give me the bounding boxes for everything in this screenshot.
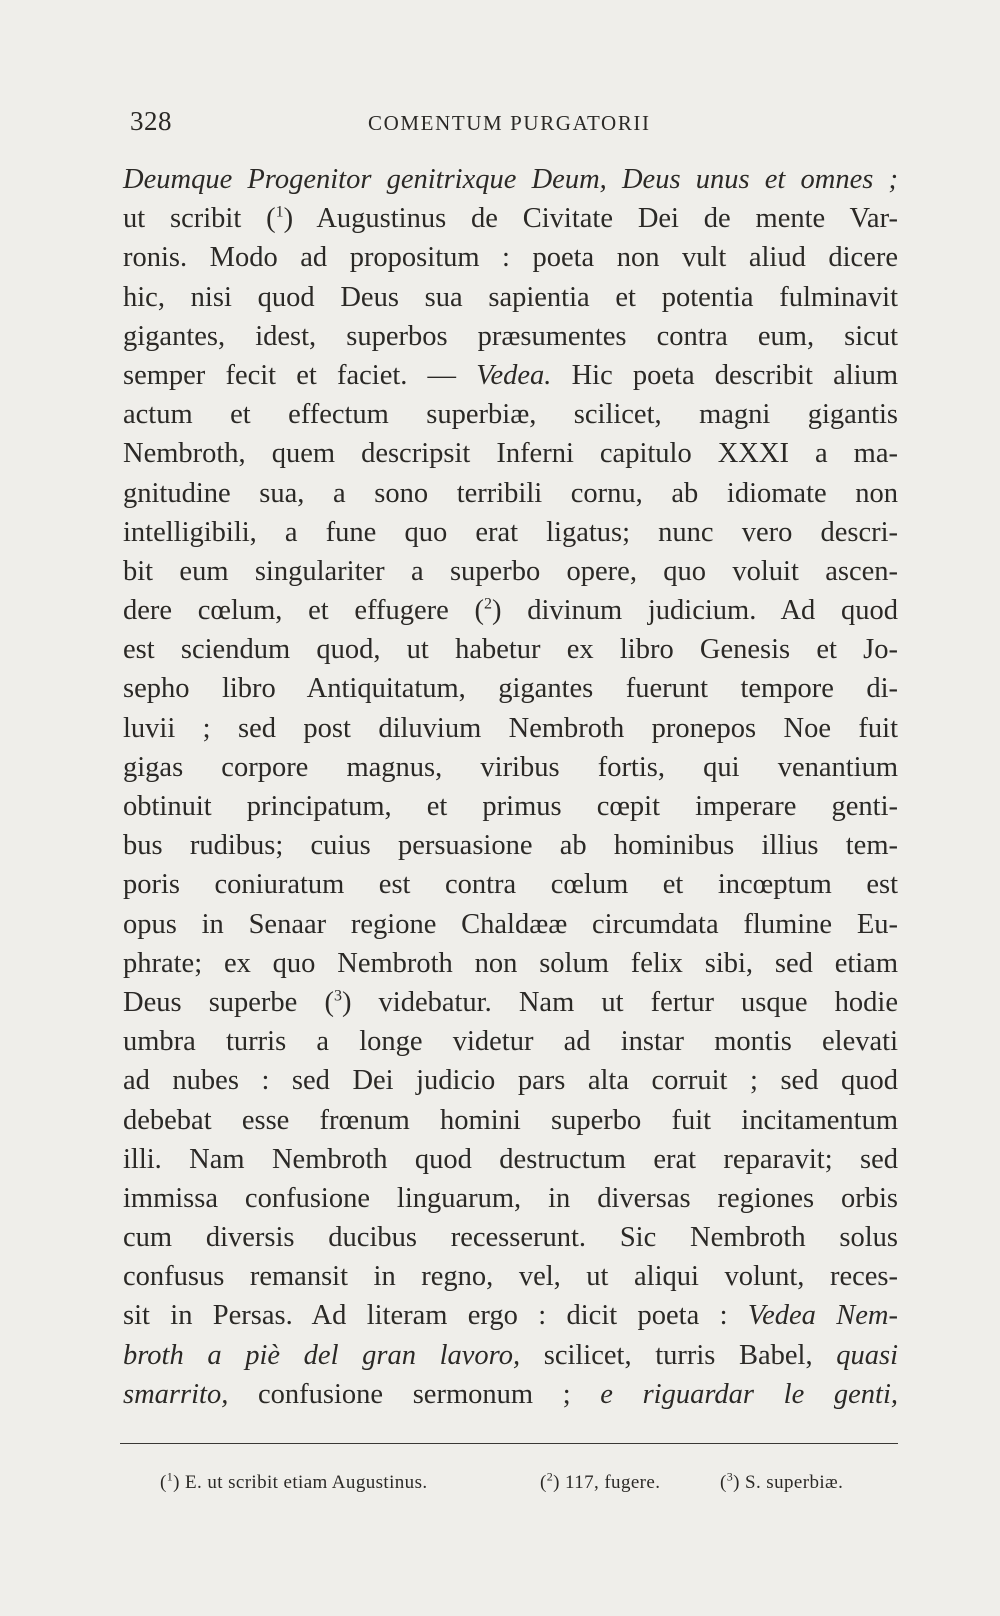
text-line [123,630,898,669]
text-span: ut scribit ( [123,203,276,235]
text-span: luvii ; sed post diluvium Nembroth pronepos Noe fuit [123,712,898,744]
text-line [123,474,898,513]
footnote-2-text: 117, fugere. [565,1472,661,1493]
text-span: hic, nisi quod Deus sua sapientia et potentia fulminavit [123,281,898,313]
text-span: sepho libro Antiquitatum, gigantes fuerunt tempore di- [123,673,898,705]
text-line [123,748,898,787]
text-line [123,160,898,199]
text-line [123,944,898,983]
text-line [123,1296,898,1335]
text-span: illi. Nam Nembroth quod destructum erat reparavit; sed [123,1143,898,1175]
text-span: obtinuit principatum, et primus cœpit imperare genti- [123,791,898,822]
text-line [123,1022,898,1061]
text-span: Nembroth, quem descripsit Inferni capitulo XXXI a ma- [123,438,898,470]
footnote-3-mark: 3 [726,1469,734,1484]
text-span: poris coniuratum est contra cœlum et incœptum est [123,869,898,901]
text-span: cum diversis ducibus recesserunt. Sic Nembroth solus [123,1222,898,1254]
text-line [123,199,898,238]
text-line [123,1375,898,1414]
text-line [123,1140,898,1179]
text-line [123,669,898,708]
text-line [123,278,898,317]
text-span: confusus remansit in regno, vel, ut aliqui volunt, reces- [123,1261,898,1293]
text-line [123,826,898,865]
text-span: immissa confusione linguarum, in diversas regiones orbis [123,1182,898,1214]
footnote-2-mark: 2 [546,1469,554,1484]
italic-text: quasi [836,1339,898,1371]
body-text [123,160,898,1414]
footnote-reference: 2 [484,595,492,613]
text-line [123,1061,898,1100]
text-span: semper fecit et faciet. — [123,359,477,391]
text-line [123,552,898,591]
text-span: bus rudibus; cuius persuasione ab hominibus illius tem- [123,830,898,862]
footnote-3: ($^3$) S. superbiæ. [720,1469,844,1493]
text-line [123,1336,898,1375]
italic-text: Deumque Progenitor genitrixque Deum, Deus unus et omnes ; [123,164,898,195]
text-span: bit eum singulariter a superbo opere, quo voluit ascen- [123,555,898,587]
text-line [123,905,898,944]
text-span: ad nubes : sed Dei judicio pars alta corruit ; sed quod [123,1065,898,1097]
footnotes [160,1469,880,1502]
text-span: ronis. Modo ad propositum : poeta non vult aliud dicere [123,242,898,274]
text-span: sit in Persas. Ad literam ergo : dicit poeta : [123,1300,748,1332]
text-span: confusione sermonum ; [228,1378,601,1410]
text-span: opus in Senaar regione Chaldææ circumdata flumine Eu- [123,908,898,940]
text-span: scilicet, turris Babel, [520,1339,837,1371]
text-span: intelligibili, a fune quo erat ligatus; nunc vero descri- [123,516,898,548]
text-span: dere cœlum, et effugere ( [123,595,484,627]
text-line [123,317,898,356]
text-line [123,787,898,826]
text-line [123,356,898,395]
text-line [123,513,898,552]
text-line [123,1218,898,1257]
text-span: ) divinum judicium. Ad quod [492,595,898,627]
text-span: phrate; ex quo Nembroth non solum felix sibi, sed etiam [123,947,898,979]
text-line [123,434,898,473]
text-span: ) videbatur. Nam ut fertur usque hodie [341,986,898,1018]
italic-text: broth a piè del gran lavoro, [123,1339,521,1371]
text-span: gigas corpore magnus, viribus fortis, qui venantium [123,751,898,783]
footnote-reference: 3 [333,987,342,1005]
text-span: gigantes, idest, superbos præsumentes contra eum, sicut [123,320,898,352]
footnote-3-text: S. superbiæ. [745,1472,844,1493]
text-span: umbra turris a longe videtur ad instar montis elevati [123,1026,898,1058]
text-line [123,395,898,434]
footnote-rule [120,1443,898,1444]
text-span: Deus superbe ( [123,986,334,1018]
footnote-2: ($^2$) 117, fugere. [540,1469,661,1493]
footnote-1-mark: 1 [166,1469,174,1484]
italic-text: smarrito, [123,1378,229,1410]
text-line [123,591,898,630]
running-title: COMENTUM PURGATORII [368,111,651,135]
text-line [123,1101,898,1140]
page-number: 328 [130,106,172,136]
text-span: debebat esse frœnum homini superbo fuit incitamentum [123,1104,898,1136]
text-span: est sciendum quod, ut habetur ex libro Genesis et Jo- [123,634,898,666]
text-span: actum et effectum superbiæ, scilicet, magni gigantis [123,399,898,431]
running-head [125,106,895,146]
footnote-reference: 1 [275,203,284,221]
footnote-1-text: E. ut scribit etiam Augustinus. [185,1472,428,1493]
text-line [123,983,898,1022]
text-line [123,238,898,277]
text-span: ) Augustinus de Civitate Dei de mente Var- [283,203,898,235]
text-span: gnitudine sua, a sono terribili cornu, ab idiomate non [123,477,898,509]
text-line [123,1179,898,1218]
italic-text: Vedea. [476,359,552,391]
text-line [123,1257,898,1296]
footnote-1: ($^1$) E. ut scribit etiam Augustinus. [160,1469,428,1493]
text-line [123,865,898,904]
text-line [123,709,898,748]
italic-text: e riguardar le genti, [600,1378,898,1410]
text-span: Hic poeta describit alium [551,359,898,391]
italic-text: Vedea Nem- [747,1300,898,1332]
